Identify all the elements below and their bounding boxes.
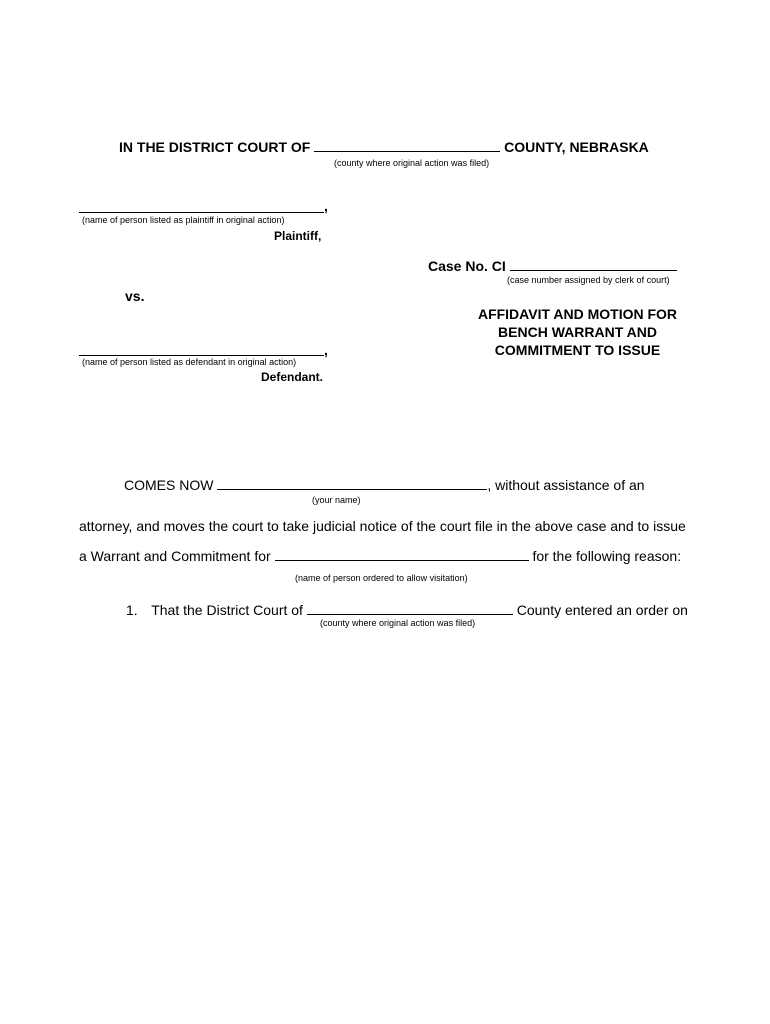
without-assistance: , without assistance of an <box>487 477 645 493</box>
comes-now: COMES NOW <box>124 477 214 493</box>
court-prefix: IN THE DISTRICT COURT OF <box>119 139 311 155</box>
defendant-blank[interactable] <box>79 355 324 356</box>
case-label: Case No. CI <box>428 258 506 274</box>
person-hint: (name of person ordered to allow visitation) <box>295 573 468 583</box>
item1-county-blank[interactable] <box>307 613 513 615</box>
item1-hint: (county where original action was filed) <box>320 618 476 628</box>
plaintiff-label: Plaintiff, <box>274 229 322 243</box>
court-suffix: COUNTY, NEBRASKA <box>504 139 649 155</box>
plaintiff-comma: , <box>324 198 328 214</box>
title-line-1: AFFIDAVIT AND MOTION FOR <box>477 306 678 322</box>
attorney-line: attorney, and moves the court to take judicial notice of the court file in the above case and to issue <box>79 518 686 534</box>
person-blank[interactable] <box>275 559 529 561</box>
county-hint: (county where original action was filed) <box>334 158 490 168</box>
item1-suffix: County entered an order on <box>516 602 688 618</box>
plaintiff-blank[interactable] <box>79 212 324 213</box>
defendant-label: Defendant. <box>261 370 324 384</box>
vs-label: vs. <box>125 288 145 304</box>
document-title <box>455 305 700 359</box>
plaintiff-hint: (name of person listed as plaintiff in original action) <box>82 215 285 225</box>
warrant-prefix: a Warrant and Commitment for <box>79 548 271 564</box>
defendant-comma: , <box>324 342 328 358</box>
your-name-blank[interactable] <box>217 488 487 490</box>
title-line-2: BENCH WARRANT AND <box>498 324 657 340</box>
warrant-suffix: for the following reason: <box>532 548 682 564</box>
defendant-hint: (name of person listed as defendant in original action) <box>82 357 297 367</box>
case-hint: (case number assigned by clerk of court) <box>507 275 670 285</box>
item1-prefix: That the District Court of <box>151 602 303 618</box>
title-line-3: COMMITMENT TO ISSUE <box>494 342 661 358</box>
item1-number: 1. <box>126 602 138 618</box>
county-blank[interactable] <box>314 150 500 152</box>
case-number-blank[interactable] <box>510 269 677 271</box>
your-name-hint: (your name) <box>312 495 361 505</box>
